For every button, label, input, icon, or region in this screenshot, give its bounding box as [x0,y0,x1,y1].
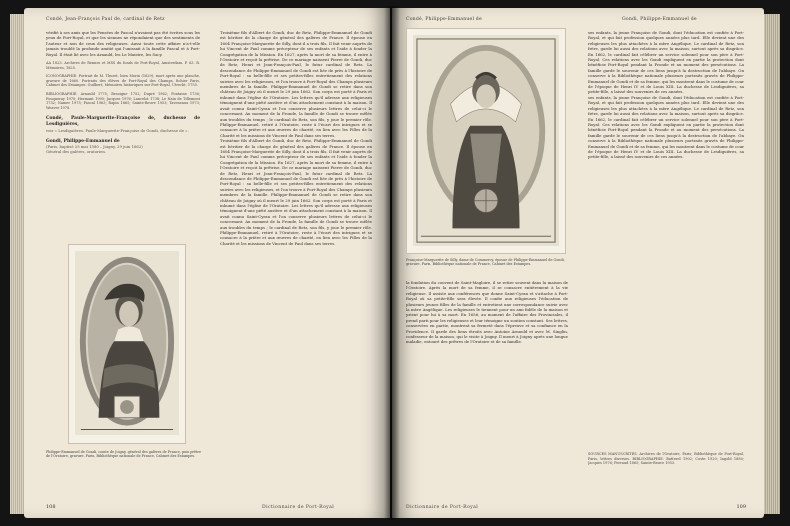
bibliography-references: BIBLIOGRAPHIE. Arnauld 1775; Besoigne 1752; Dupré 1962; Fontaine 1736; Fouqueray 1970; Hermant 1905; Jacques 1976; Lancelot 1738; Le Nain de Tillemont 1732; Namer 1975; Pascal 1963; Rapin 1865; Sainte-Beuve 1953; Taveneaux 1973; Weaver 1978. [46,92,200,110]
right-references [588,452,744,492]
left-col2-text: Troisième fils d'Albert de Gondi, duc de Retz, Philippe-Emmanuel de Gondi est héritier de la charge de général des galères de France. Il épouse en 1604 Françoise-Marguerite de Silly, dont il a trois fils. Il fait venir auprès de lui Vincent de Paul comme précepteur de ses enfants et l'aide à fonder la Congrégation de la Mission. En 1627, après la mort de sa femme, il entre à l'Oratoire et reçoit la prêtrise. De ce mariage naissent Pierre de Gondi, duc de Retz, Henri et Jean-François-Paul, le futur cardinal de Retz. La descendance de Philippe-Emmanuel de Gondi est liée de près à l'histoire de Port-Royal : sa belle-fille et ses petites-filles entretiennent des relations suivies avec les religieuses, et l'on trouve à Port-Royal des Champs plusieurs membres de la famille. Philippe-Emmanuel de Gondi se retire dans son château de Joigny où il meurt le 29 juin 1662. Son corps est porté à Paris et inhumé dans l'église de l'Oratoire. Les lettres qu'il adresse aux religieuses témoignent d'une piété austère et d'un attachement constant à la maison. Il avait connu Saint-Cyran et l'on conserve plusieurs lettres de celui-ci le concernant. Au moment de la Fronde, la famille de Gondi se trouve mêlée aux troubles du temps ; le cardinal de Retz, son fils, y joue le premier rôle. Philippe-Emmanuel, retiré à l'Oratoire, reste à l'écart des intrigues et se consacre à la prière et aux œuvres de charité, en lien avec les Filles de la Charité et les missions de Vincent de Paul dans ses terres. [220,30,372,138]
right-column-2 [588,30,744,450]
right-column-1 [406,280,568,480]
left-folio: 108 [46,504,56,510]
left-running-head: Condé, Jean-François Paul de, cardinal de Retz [46,17,165,22]
entry-heading-gondi: Gondi, Philippe-Emmanuel de [46,138,120,144]
portrait-engraving-gondi [68,244,186,444]
entry-role: Général des galères, oratorien. [46,149,106,155]
portrait-gondi-image [75,251,179,435]
right-running-head-left: Condé, Philippe-Emmanuel de [406,17,482,22]
right-page [392,8,764,518]
portrait-caption-gondi: Philippe-Emmanuel de Gondi, comte de Joigny, général des galères de France, puis prêtre de l'Oratoire, gravure. Paris, Bibliothèque nationale de France, Cabinet des Estampes. [46,450,202,459]
right-running-head-right: Gondi, Philippe-Emmanuel de [622,17,697,22]
right-footer: Dictionnaire de Port-Royal [406,505,479,510]
left-column-1 [46,30,200,230]
left-page [24,8,390,518]
right-folio: 109 [736,504,746,510]
right-col2-text-cont: ses enfants, la jeune Françoise de Gondi, dont l'éducation est confiée à Port-Royal, et qui fait profession quelques années plus tard. Elle devient une des religieuses les plus attachées à la mère Angélique. Le cardinal de Retz, son frère, garde lui aussi des relations avec la maison, surtout après sa disgrâce. En 1662, le cardinal fait célébrer un service solennel pour son père à Port-Royal. Ces relations avec les Gondi expliquent en partie la protection dont bénéficie Port-Royal pendant la Fronde et au moment des persécutions. La famille garde le souvenir de ces liens jusqu'à la destruction de l'abbaye. On conserve à la Bibliothèque nationale plusieurs portraits gravés de Philippe-Emmanuel de Gondi et de sa femme, qui les montrent dans le costume de cour de l'époque de Henri IV et de Louis XIII. La duchesse de Lesdiguières, sa petite-fille, a laissé des souvenirs de ces années. [588,94,744,160]
portrait-caption-silly: Françoise-Marguerite de Silly, dame de Commercy, épouse de Philippe-Emmanuel de Gondi, gravure. Paris, Bibliothèque nationale de France, Cabinet des Estampes. [406,258,565,267]
entry-heading-conde: Condé, Paule-Marguerite-Françoise de, duchesse de Lesdiguières, [46,116,200,127]
entry-see-also: voir « Lesdiguières, Paule-Marguerite-Françoise de Gondi, duchesse de ». [46,127,189,133]
entry-dates: (Paris, baptisé 25 mai 1580 – Joigny, 29 juin 1662) [46,144,143,150]
right-col1-text: la fondation du couvent de Saint-Magloire, il se retire souvent dans la maison de l'Oratoire. Après la mort de sa femme, il se consacre entièrement à la vie religieuse. Il assiste aux conférences que donne Saint-Cyran et s'attache à Port-Royal où sa petite-fille sera élevée. Il confie aux religieuses l'éducation de plusieurs jeunes filles de la famille et entretient une correspondance suivie avec la mère Angélique. Les religieuses le tiennent pour un ami fidèle de la maison et prient pour lui à sa mort. En 1656, au moment de l'affaire des Provinciales, il prend parti pour les religieuses et leur témoigne un soutien constant. Ses lettres, conservées en partie, montrent sa fermeté dans l'épreuve et sa confiance en la Providence. Il garde des liens étroits avec Antoine Arnauld et avec M. Singlin, confesseur de la maison, qui le visite à Joigny. Il meurt à Joigny après une longue maladie, entouré des prêtres de l'Oratoire et de sa famille. [406,280,568,345]
iconography-references: ICONOGRAPHIE. Portrait de M. Thuret, bien Morin (1629), mort après une planche, gravure de 1660. Portraits des élèves de Port-Royal des Champs, fichier Paris, Cabinet des Estampes. Guilbert, Mémoires historiques sur Port-Royal, Utrecht, 1755. [46,74,200,88]
intro-text: vérifié à ses amis que les Pensées de Pascal n'avaient pas été écrites sous les yeux de Port-Royal, et que les siennes ne répondaient que des sentiments de l'auteur et non de ceux des religieuses. Aussi toute cette affaire n'a-t-elle jamais troublé la profonde amitié qui l'unissait à la famille Pascal et à Port-Royal. Il était lié avec les Arnauld, les Le Maistre, les Sacy. [46,30,200,57]
portrait-engraving-silly [406,28,566,254]
book-gutter [384,6,400,520]
portrait-silly-image [413,35,559,246]
references-1: AA 1823. Archives de Rennes et MSS du fonds de Port-Royal, Amsterdam. P. 63. R. Mémoires, 1825. [46,61,200,70]
right-page-edges [762,14,780,514]
right-references-text: SOURCES MANUSCRITES. Archives de l'Oratoire, Paris; Bibliothèque de Port-Royal, Paris, lettres diverses. BIBLIOGRAPHIE. Batterel 1902; Coste 1920; Ingold 1880; Jacques 1976; Perraud 1865; Sainte-Beuve 1953. [588,452,744,466]
right-col2-text: ses enfants, la jeune Françoise de Gondi, dont l'éducation est confiée à Port-Royal, et qui fait profession quelques années plus tard. Elle devient une des religieuses les plus attachées à la mère Angélique. Le cardinal de Retz, son frère, garde lui aussi des relations avec la maison, surtout après sa disgrâce. En 1662, le cardinal fait célébrer un service solennel pour son père à Port-Royal. Ces relations avec les Gondi expliquent en partie la protection dont bénéficie Port-Royal pendant la Fronde et au moment des persécutions. La famille garde le souvenir de ces liens jusqu'à la destruction de l'abbaye. On conserve à la Bibliothèque nationale plusieurs portraits gravés de Philippe-Emmanuel de Gondi et de sa femme, qui les montrent dans le costume de cour de l'époque de Henri IV et de Louis XIII. La duchesse de Lesdiguières, sa petite-fille, a laissé des souvenirs de ces années. [588,30,744,95]
left-footer: Dictionnaire de Port-Royal [262,505,335,510]
left-col2-text-cont: Troisième fils d'Albert de Gondi, duc de Retz, Philippe-Emmanuel de Gondi est héritier de la charge de général des galères de France. Il épouse en 1604 Françoise-Marguerite de Silly, dont il a trois fils. Il fait venir auprès de lui Vincent de Paul comme précepteur de ses enfants et l'aide à fonder la Congrégation de la Mission. En 1627, après la mort de sa femme, il entre à l'Oratoire et reçoit la prêtrise. De ce mariage naissent Pierre de Gondi, duc de Retz, Henri et Jean-François-Paul, le futur cardinal de Retz. La descendance de Philippe-Emmanuel de Gondi est liée de près à l'histoire de Port-Royal : sa belle-fille et ses petites-filles entretiennent des relations suivies avec les religieuses, et l'on trouve à Port-Royal des Champs plusieurs membres de la famille. Philippe-Emmanuel de Gondi se retire dans son château de Joigny où il meurt le 29 juin 1662. Son corps est porté à Paris et inhumé dans l'église de l'Oratoire. Les lettres qu'il adresse aux religieuses témoignent d'une piété austère et d'un attachement constant à la maison. Il avait connu Saint-Cyran et l'on conserve plusieurs lettres de celui-ci le concernant. Au moment de la Fronde, la famille de Gondi se trouve mêlée aux troubles du temps ; le cardinal de Retz, son fils, y joue le premier rôle. Philippe-Emmanuel, retiré à l'Oratoire, reste à l'écart des intrigues et se consacre à la prière et aux œuvres de charité, en lien avec les Filles de la Charité et les missions de Vincent de Paul dans ses terres. [220,138,372,246]
left-column-2 [220,30,372,485]
